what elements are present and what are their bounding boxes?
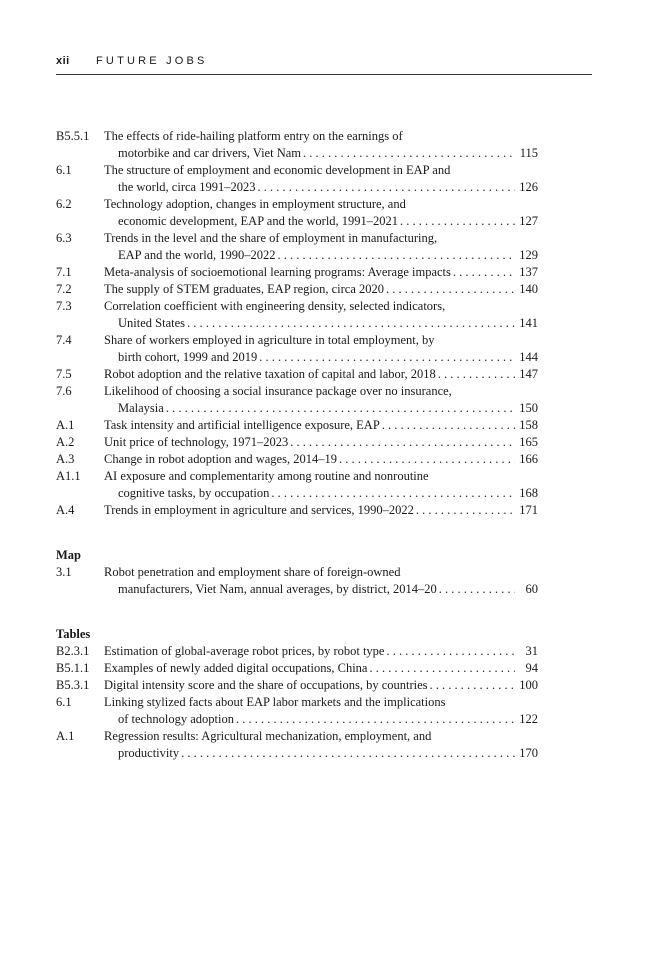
entry-title-line: EAP and the world, 1990–2022	[118, 248, 276, 262]
toc-entry[interactable]	[56, 660, 538, 677]
dot-leader	[166, 400, 515, 417]
entry-body	[104, 502, 538, 519]
entry-page-number: 115	[519, 146, 538, 160]
toc-entry[interactable]	[56, 264, 538, 281]
toc-entry[interactable]	[56, 196, 538, 230]
toc-entry[interactable]	[56, 451, 538, 468]
entry-number: B5.1.1	[56, 661, 90, 675]
entry-page-number: 170	[519, 746, 538, 760]
entry-body	[104, 162, 538, 196]
toc-entry[interactable]	[56, 298, 538, 332]
entry-body	[104, 196, 538, 230]
entry-page-number: 140	[519, 282, 538, 296]
dot-leader	[369, 660, 515, 677]
dot-leader	[386, 281, 515, 298]
tables-section-title: Tables	[56, 627, 91, 641]
entry-body	[104, 128, 538, 162]
dot-leader	[439, 581, 515, 598]
entry-page-number: 137	[519, 265, 538, 279]
toc-content	[56, 128, 538, 762]
entry-body	[104, 728, 538, 762]
toc-entry[interactable]	[56, 434, 538, 451]
entry-number: 7.4	[56, 333, 72, 347]
entry-number: 3.1	[56, 565, 72, 579]
dot-leader	[259, 349, 515, 366]
entry-page-number: 126	[519, 180, 538, 194]
entry-body	[104, 643, 538, 660]
entry-title-line: Change in robot adoption and wages, 2014–19	[104, 452, 337, 466]
entry-title-line: manufacturers, Viet Nam, annual averages, by district, 2014–20	[118, 582, 437, 596]
entry-last-line	[104, 451, 538, 468]
dot-leader	[271, 485, 515, 502]
entry-body	[104, 468, 538, 502]
dot-leader	[303, 145, 515, 162]
entry-title-line: Meta-analysis of socioemotional learning programs: Average impacts	[104, 265, 451, 279]
dot-leader	[257, 179, 515, 196]
entry-body	[104, 564, 538, 598]
entry-title-line: Task intensity and artificial intelligence exposure, EAP	[104, 418, 380, 432]
entry-title-line: Malaysia	[118, 401, 164, 415]
entry-title-line: cognitive tasks, by occupation	[118, 486, 270, 500]
entry-title-line: AI exposure and complementarity among routine and nonroutine	[104, 469, 429, 483]
dot-leader	[400, 213, 515, 230]
toc-entry[interactable]	[56, 128, 538, 162]
toc-entry[interactable]	[56, 564, 538, 598]
entry-page-number: 168	[519, 486, 538, 500]
entry-body	[104, 383, 538, 417]
entry-title-line: birth cohort, 1999 and 2019	[118, 350, 258, 364]
entry-title-line: Robot penetration and employment share of foreign-owned	[104, 565, 401, 579]
entry-title-line: Digital intensity score and the share of occupations, by countries	[104, 678, 428, 692]
entry-number: A.4	[56, 503, 75, 517]
entry-title-line: Share of workers employed in agriculture in total employment, by	[104, 333, 435, 347]
entry-title-line: Correlation coefficient with engineering density, selected indicators,	[104, 299, 446, 313]
entry-number: B5.5.1	[56, 129, 90, 143]
entry-number: 6.2	[56, 197, 72, 211]
entry-last-line	[104, 366, 538, 383]
entry-page-number: 127	[519, 214, 538, 228]
entry-page-number: 166	[519, 452, 538, 466]
entry-title-line: Examples of newly added digital occupations, China	[104, 661, 368, 675]
entry-page-number: 122	[519, 712, 538, 726]
entry-body	[104, 264, 538, 281]
toc-entry[interactable]	[56, 502, 538, 519]
entry-page-number: 129	[519, 248, 538, 262]
entry-body	[104, 677, 538, 694]
entry-title-line: Likelihood of choosing a social insurance package over no insurance,	[104, 384, 452, 398]
entry-title-line: the world, circa 1991–2023	[118, 180, 256, 194]
entry-last-line	[104, 502, 538, 519]
entry-page-number: 141	[519, 316, 538, 330]
entry-title-line: The effects of ride-hailing platform entry on the earnings of	[104, 129, 403, 143]
entry-title-line: productivity	[118, 746, 180, 760]
toc-entry[interactable]	[56, 230, 538, 264]
entry-number: 7.5	[56, 367, 72, 381]
entry-page-number: 150	[519, 401, 538, 415]
entry-number: B5.3.1	[56, 678, 90, 692]
figures-list	[56, 128, 538, 519]
entry-last-line	[104, 349, 538, 366]
page-header	[56, 55, 592, 75]
entry-number: B2.3.1	[56, 644, 90, 658]
map-section-title: Map	[56, 548, 81, 562]
entry-last-line	[104, 213, 538, 230]
entry-page-number: 31	[525, 644, 538, 658]
entry-title-line: Technology adoption, changes in employment structure, and	[104, 197, 406, 211]
entry-number: 6.1	[56, 163, 72, 177]
entry-page-number: 171	[519, 503, 538, 517]
dot-leader	[416, 502, 515, 519]
entry-last-line	[104, 247, 538, 264]
entry-number: A.1	[56, 729, 75, 743]
entry-title-line: of technology adoption	[118, 712, 234, 726]
entry-last-line	[104, 581, 538, 598]
entry-title-line: economic development, EAP and the world, 1991–2021	[118, 214, 399, 228]
entry-last-line	[104, 660, 538, 677]
entry-number: 6.3	[56, 231, 72, 245]
dot-leader	[290, 434, 515, 451]
entry-title-line: Trends in the level and the share of employment in manufacturing,	[104, 231, 438, 245]
entry-last-line	[104, 745, 538, 762]
toc-entry[interactable]	[56, 332, 538, 366]
entry-last-line	[104, 400, 538, 417]
toc-entry[interactable]	[56, 417, 538, 434]
entry-title-line: motorbike and car drivers, Viet Nam	[118, 146, 301, 160]
entry-title-line: Trends in employment in agriculture and services, 1990–2022	[104, 503, 414, 517]
entry-last-line	[104, 315, 538, 332]
entry-last-line	[104, 711, 538, 728]
toc-entry[interactable]	[56, 162, 538, 196]
entry-page-number: 94	[525, 661, 538, 675]
entry-body	[104, 694, 538, 728]
entry-last-line	[104, 145, 538, 162]
tables-list	[56, 643, 538, 762]
page-number: xii	[56, 55, 70, 67]
entry-title-line: The structure of employment and economic development in EAP and	[104, 163, 451, 177]
dot-leader	[181, 745, 515, 762]
entry-page-number: 144	[519, 350, 538, 364]
entry-last-line	[104, 417, 538, 434]
running-head: FUTURE JOBS	[96, 55, 208, 67]
entry-number: A.2	[56, 435, 75, 449]
dot-leader	[236, 711, 515, 728]
entry-page-number: 60	[525, 582, 538, 596]
toc-entry[interactable]	[56, 281, 538, 298]
entry-body	[104, 332, 538, 366]
dot-leader	[382, 417, 515, 434]
entry-last-line	[104, 434, 538, 451]
entry-number: 7.6	[56, 384, 72, 398]
entry-number: 7.2	[56, 282, 72, 296]
toc-entry[interactable]	[56, 468, 538, 502]
dot-leader	[438, 366, 515, 383]
entry-body	[104, 660, 538, 677]
entry-title-line: Estimation of global-average robot prices, by robot type	[104, 644, 385, 658]
entry-title-line: Regression results: Agricultural mechanization, employment, and	[104, 729, 432, 743]
map-list	[56, 564, 538, 598]
entry-title-line: Linking stylized facts about EAP labor markets and the implications	[104, 695, 446, 709]
dot-leader	[453, 264, 515, 281]
entry-number: A.3	[56, 452, 75, 466]
entry-title-line: Robot adoption and the relative taxation of capital and labor, 2018	[104, 367, 436, 381]
entry-body	[104, 281, 538, 298]
entry-body	[104, 298, 538, 332]
entry-body	[104, 434, 538, 451]
dot-leader	[187, 315, 515, 332]
entry-last-line	[104, 485, 538, 502]
entry-title-line: United States	[118, 316, 186, 330]
dot-leader	[386, 643, 515, 660]
entry-number: 7.1	[56, 265, 72, 279]
toc-entry[interactable]	[56, 728, 538, 762]
entry-body	[104, 451, 538, 468]
toc-entry[interactable]	[56, 643, 538, 660]
toc-entry[interactable]	[56, 366, 538, 383]
entry-number: 6.1	[56, 695, 72, 709]
toc-entry[interactable]	[56, 383, 538, 417]
entry-number: 7.3	[56, 299, 72, 313]
entry-last-line	[104, 643, 538, 660]
entry-body	[104, 417, 538, 434]
entry-number: A.1	[56, 418, 75, 432]
entry-page-number: 165	[519, 435, 538, 449]
toc-entry[interactable]	[56, 694, 538, 728]
entry-last-line	[104, 179, 538, 196]
entry-page-number: 100	[519, 678, 538, 692]
entry-last-line	[104, 677, 538, 694]
entry-page-number: 158	[519, 418, 538, 432]
dot-leader	[339, 451, 515, 468]
entry-number: A1.1	[56, 469, 81, 483]
dot-leader	[278, 247, 515, 264]
entry-page-number: 147	[519, 367, 538, 381]
entry-title-line: The supply of STEM graduates, EAP region, circa 2020	[104, 282, 385, 296]
entry-last-line	[104, 281, 538, 298]
entry-title-line: Unit price of technology, 1971–2023	[104, 435, 289, 449]
entry-body	[104, 230, 538, 264]
toc-entry[interactable]	[56, 677, 538, 694]
entry-last-line	[104, 264, 538, 281]
dot-leader	[430, 677, 515, 694]
entry-body	[104, 366, 538, 383]
